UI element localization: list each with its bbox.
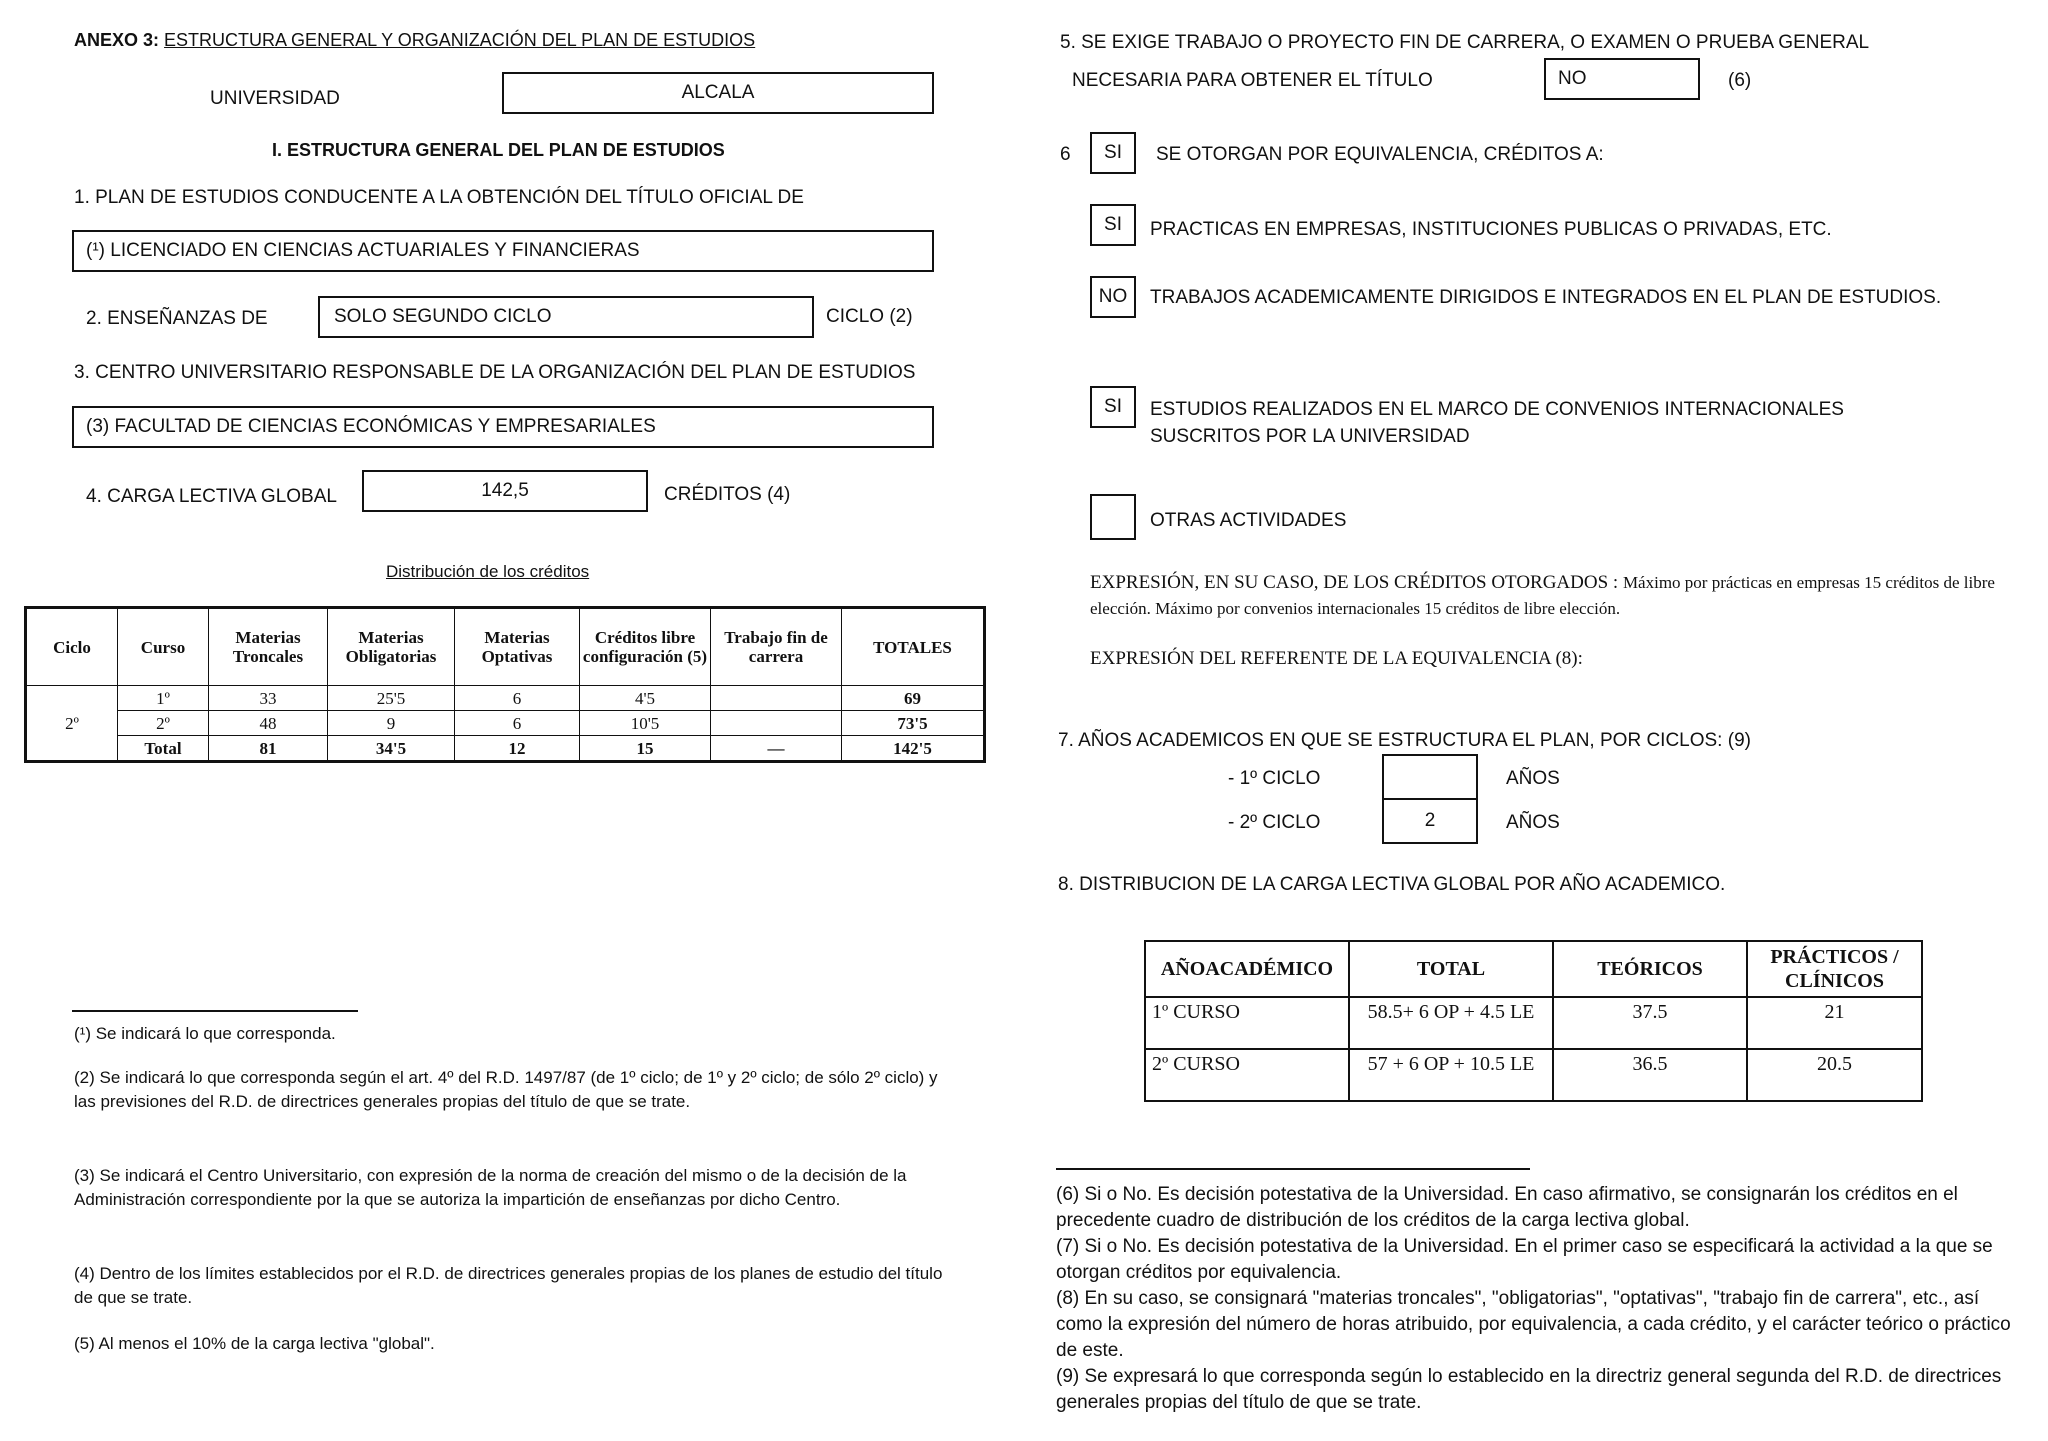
credits-expression-label: EXPRESIÓN, EN SU CASO, DE LOS CRÉDITOS OTORGADOS : <box>1090 572 1619 593</box>
ciclo-cell: 2º <box>26 686 118 762</box>
header-cell: Materias Obligatorias <box>328 608 455 686</box>
item-6-number: 6 <box>1060 144 1071 165</box>
option-otras-label: OTRAS ACTIVIDADES <box>1150 510 1347 531</box>
option-convenios-label: ESTUDIOS REALIZADOS EN EL MARCO DE CONVENIOS INTERNACIONALES SUSCRITOS POR LA UNIVERSIDAD <box>1150 399 1844 447</box>
footnote: (5) Al menos el 10% de la carga lectiva "global". <box>74 1334 435 1353</box>
header-cell: TEÓRICOS <box>1553 941 1747 997</box>
table-cell: 6 <box>455 711 580 736</box>
centro-field <box>72 406 934 448</box>
item-3-label: 3. CENTRO UNIVERSITARIO RESPONSABLE DE LA ORGANIZACIÓN DEL PLAN DE ESTUDIOS <box>74 362 916 383</box>
table-cell: 2º CURSO <box>1145 1049 1349 1101</box>
footnote: (¹) Se indicará lo que corresponda. <box>74 1024 336 1043</box>
table-row <box>26 686 985 711</box>
item-2-suffix: CICLO (2) <box>826 306 913 327</box>
university-value: ALCALA <box>681 82 755 103</box>
footnote: (8) En su caso, se consignará "materias troncales", "obligatorias", "optativas", "trabajo fin de carrera", etc., así como la expresión del número de horas atribuido, por equivalencia, a cada crédito, y el carácter teórico o práctico de este. <box>1056 1288 2011 1361</box>
equivalence-field <box>1090 132 1136 174</box>
annex-title: ESTRUCTURA GENERAL Y ORGANIZACIÓN DEL PLAN DE ESTUDIOS <box>164 30 756 50</box>
ciclo-1-years-field <box>1382 754 1478 800</box>
table-cell: 25'5 <box>328 686 455 711</box>
table-cell: 37.5 <box>1553 997 1747 1049</box>
global-load-value: 142,5 <box>481 480 529 501</box>
ciclo-2-years-value: 2 <box>1424 810 1436 831</box>
header-cell: Materias Troncales <box>209 608 328 686</box>
header-cell: TOTAL <box>1349 941 1553 997</box>
item-6-label: SE OTORGAN POR EQUIVALENCIA, CRÉDITOS A: <box>1156 144 1604 165</box>
option-trabajos-box <box>1090 276 1136 318</box>
footnote: (6) Si o No. Es decisión potestativa de la Universidad. En caso afirmativo, se consignarán los créditos en el precedente cuadro de distribución de los créditos de la carga lectiva global. <box>1056 1184 1958 1231</box>
option-convenios-box <box>1090 386 1136 428</box>
table-cell: 48 <box>209 711 328 736</box>
ciclo-2-years-field <box>1382 798 1478 844</box>
annex-prefix: ANEXO 3: <box>74 30 160 50</box>
global-load-field <box>362 470 648 512</box>
option-otras-box <box>1090 494 1136 540</box>
academic-year-table <box>1144 940 1923 1102</box>
final-project-value: NO <box>1558 68 1587 89</box>
item-4-suffix: CRÉDITOS (4) <box>664 484 791 505</box>
ciclo-2-label: - 2º CICLO <box>1228 812 1321 833</box>
table-cell: 142'5 <box>842 736 985 762</box>
table-row <box>1145 997 1922 1049</box>
table-cell: 34'5 <box>328 736 455 762</box>
degree-title-value: (¹) LICENCIADO EN CIENCIAS ACTUARIALES Y FINANCIERAS <box>86 240 640 261</box>
table-cell: 21 <box>1747 997 1922 1049</box>
footnote-divider-right <box>1056 1168 1530 1170</box>
item-2-label: 2. ENSEÑANZAS DE <box>86 308 268 329</box>
table-cell: 69 <box>842 686 985 711</box>
equivalence-value: SI <box>1104 142 1122 163</box>
item-5-note: (6) <box>1728 70 1752 91</box>
item-5-line2: NECESARIA PARA OBTENER EL TÍTULO <box>1072 70 1433 91</box>
years-unit: AÑOS <box>1506 812 1560 833</box>
section-title: I. ESTRUCTURA GENERAL DEL PLAN DE ESTUDIOS <box>272 140 725 160</box>
header-cell: AÑOACADÉMICO <box>1145 941 1349 997</box>
credits-expression-text: Máximo por prácticas en empresas 15 créditos de libre elección. Máximo por convenios internacionales 15 créditos de libre elección. <box>1090 573 1995 618</box>
footnote: (3) Se indicará el Centro Universitario, con expresión de la norma de creación del mismo o de la decisión de la Administración correspondiente por la que se autoriza la impartición de enseñanzas por dicho Centro. <box>74 1166 907 1209</box>
teaching-cycle-field <box>318 296 814 338</box>
table-cell: 9 <box>328 711 455 736</box>
table-cell: 1º <box>118 686 209 711</box>
equivalence-referent: EXPRESIÓN DEL REFERENTE DE LA EQUIVALENCIA (8): <box>1090 648 1583 669</box>
option-trabajos-label: TRABAJOS ACADEMICAMENTE DIRIGIDOS E INTEGRADOS EN EL PLAN DE ESTUDIOS. <box>1150 287 1942 308</box>
table-cell <box>711 711 842 736</box>
ciclo-1-label: - 1º CICLO <box>1228 768 1321 789</box>
table-row <box>1145 1049 1922 1101</box>
university-field <box>502 72 934 114</box>
item-4-label: 4. CARGA LECTIVA GLOBAL <box>86 486 337 507</box>
option-value: SI <box>1104 214 1122 235</box>
teaching-cycle-value: SOLO SEGUNDO CICLO <box>334 306 552 327</box>
item-7-label: 7. AÑOS ACADEMICOS EN QUE SE ESTRUCTURA EL PLAN, POR CICLOS: (9) <box>1058 730 1751 751</box>
table-cell: 58.5+ 6 OP + 4.5 LE <box>1349 997 1553 1049</box>
table-cell: Total <box>118 736 209 762</box>
header-cell: Ciclo <box>26 608 118 686</box>
university-label: UNIVERSIDAD <box>210 88 340 109</box>
table-cell: 2º <box>118 711 209 736</box>
header-cell: PRÁCTICOS / CLÍNICOS <box>1747 941 1922 997</box>
footnote: (7) Si o No. Es decisión potestativa de la Universidad. En el primer caso se especificará la actividad a la que se otorgan créditos por equivalencia. <box>1056 1236 1993 1283</box>
table-cell: 20.5 <box>1747 1049 1922 1101</box>
option-value: NO <box>1098 286 1128 307</box>
degree-title-field <box>72 230 934 272</box>
footnote: (9) Se expresará lo que corresponda según lo establecido en la directriz general segunda del R.D. de directrices generales propias del título de que se trate. <box>1056 1366 2002 1413</box>
header-cell: Curso <box>118 608 209 686</box>
years-unit: AÑOS <box>1506 768 1560 789</box>
footnote: (4) Dentro de los límites establecidos por el R.D. de directrices generales propias de los planes de estudio del título de que se trate. <box>74 1264 943 1307</box>
final-project-field <box>1544 58 1700 100</box>
item-1-label: 1. PLAN DE ESTUDIOS CONDUCENTE A LA OBTENCIÓN DEL TÍTULO OFICIAL DE <box>74 187 804 208</box>
footnote-divider-left <box>72 1010 358 1012</box>
distribution-title: Distribución de los créditos <box>386 562 590 581</box>
table-cell: 10'5 <box>580 711 711 736</box>
option-practicas-label: PRACTICAS EN EMPRESAS, INSTITUCIONES PUBLICAS O PRIVADAS, ETC. <box>1150 219 1832 240</box>
table-header-row <box>1145 941 1922 997</box>
table-cell: 1º CURSO <box>1145 997 1349 1049</box>
table-cell: 36.5 <box>1553 1049 1747 1101</box>
credit-distribution-table <box>24 606 986 763</box>
table-cell: — <box>711 736 842 762</box>
footnote: (2) Se indicará lo que corresponda según el art. 4º del R.D. 1497/87 (de 1º ciclo; de 1º y 2º ciclo; de sólo 2º ciclo) y las previsiones del R.D. de directrices generales propias del título de que se trate. <box>74 1068 938 1111</box>
table-cell <box>711 686 842 711</box>
header-cell: Créditos libre configuración (5) <box>580 608 711 686</box>
header-cell: Materias Optativas <box>455 608 580 686</box>
table-cell: 73'5 <box>842 711 985 736</box>
table-cell: 12 <box>455 736 580 762</box>
annex-heading <box>74 30 755 51</box>
option-value: SI <box>1104 396 1122 417</box>
header-cell: TOTALES <box>842 608 985 686</box>
table-total-row <box>26 736 985 762</box>
table-row <box>26 711 985 736</box>
table-cell: 4'5 <box>580 686 711 711</box>
table-cell: 6 <box>455 686 580 711</box>
option-practicas-box <box>1090 204 1136 246</box>
table-cell: 15 <box>580 736 711 762</box>
header-cell: Trabajo fin de carrera <box>711 608 842 686</box>
centro-value: (3) FACULTAD DE CIENCIAS ECONÓMICAS Y EMPRESARIALES <box>86 416 656 437</box>
table-cell: 33 <box>209 686 328 711</box>
credits-expression <box>1090 570 2040 622</box>
table-cell: 57 + 6 OP + 10.5 LE <box>1349 1049 1553 1101</box>
item-5-line1: 5. SE EXIGE TRABAJO O PROYECTO FIN DE CARRERA, O EXAMEN O PRUEBA GENERAL <box>1060 32 1870 53</box>
table-cell: 81 <box>209 736 328 762</box>
item-8-label: 8. DISTRIBUCION DE LA CARGA LECTIVA GLOBAL POR AÑO ACADEMICO. <box>1058 874 1726 895</box>
table-header-row <box>26 608 985 686</box>
